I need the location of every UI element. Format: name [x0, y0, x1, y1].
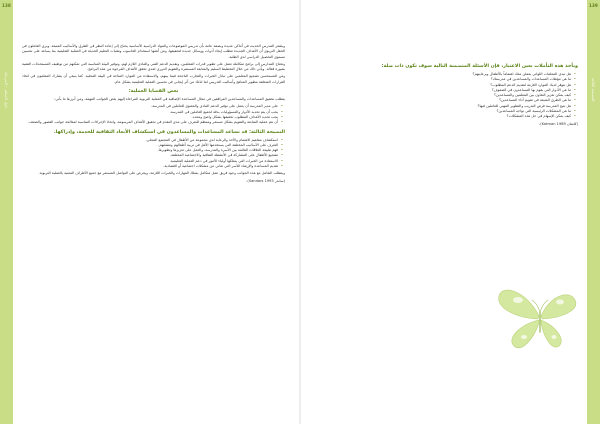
- butterfly-icon: [496, 282, 581, 357]
- list-item: • أن تتم عملية المتابعة والتقويم بشكل مستمر ومنتظم للتعرف على مدى التقدم في تحقيق الأهداف المرسومة، واتخاذ الإجراءات المناسبة لمعالجة جوانب القصور والضعف.: [22, 120, 278, 125]
- list-item: • يجب تحديد الأهداف المطلوب تحقيقها بشكل واضح ومحدد.: [22, 115, 278, 120]
- left-page-content: [22, 44, 285, 186]
- right-page-number: 139: [589, 3, 598, 8]
- citation: (كاتمان Katman 1989).: [539, 121, 578, 126]
- list-item: • كيف يمكن الإسهام في حل هذه المشكلات؟: [315, 114, 571, 119]
- list-item: • هل تتوفر لديك الموارد اللازمة لتقديم الدعم المطلوب؟: [315, 83, 571, 88]
- section-intro: يتطلب تحقيق المساعدات والمساعدين المرافقين في مجال المساعدة الإضافية في العملية التربوية المراعاة إليهم بعض الجوانب المهمة، ومن أبرزها ما يأتي:: [54, 97, 285, 102]
- left-page-number: 138: [2, 3, 11, 8]
- list-item: • ما هي الطرق المتبعة في تقويم أداء المساعدين؟: [315, 98, 571, 103]
- section-heading: النصيحة الثالثة: قد تساعد المساعدات والمساعدون في استكشاف الأبعاد الثقافية للخدمة، وإدراكها.: [53, 129, 285, 135]
- right-side-label: النصيحة الثالثة: [591, 78, 596, 102]
- list-item: • ما هي مؤهلات المساعدات والمساعدين في مدرستك؟: [315, 77, 571, 82]
- list-item: • تشجيع الأطفال على المشاركة في الأنشطة الثقافية والاجتماعية المختلفة.: [22, 153, 278, 158]
- list-item: • هل تبدي المعلمات اللواتي يعملن معك اهتماماً بالأطفال وبرعايتهم؟: [315, 72, 571, 77]
- section2-bullet-list: [22, 138, 285, 170]
- list-item: • هل تتيح المدرسة فرص التدريب والتطوير المهني للعاملين فيها؟: [315, 104, 571, 109]
- list-item: • ما هي المشكلات الرئيسية التي تواجه المساعدين؟: [315, 109, 571, 114]
- citation: (ساندر Sandars 1993).: [246, 178, 285, 183]
- list-item: • الاستفادة من الخبرات التي يمتلكها أولياء الأمور في دعم العملية التعليمية.: [22, 159, 278, 164]
- left-page: [0, 0, 299, 424]
- list-item: • ما هي الأدوار التي يقوم بها المساعدون في الصفوف؟: [315, 88, 571, 93]
- left-side-label: دليل المعلم – المرحلة: [4, 71, 9, 109]
- list-item: • التعرف على الأساليب المختلفة التي يستخدمها الأهل في تربية أطفالهم وتنشئتهم.: [22, 143, 278, 148]
- intro-paragraph: ومن المستحسن تشجيع المعلمين على تبادل الخبرات والتجارب الناجحة فيما بينهم، والاستفادة من الموارد المتاحة في البيئة المحلية. كما ينبغي أن يشارك المعلمون في اتخاذ القرارات المتعلقة بتطوير المناهج وأساليب التدريس لما لذلك من أثر إيجابي في تحسين العملية التعليمية بشكل عام.: [22, 74, 285, 84]
- list-item: • استكشاف مفاهيم الاهتمام والأخذ والرعاية لدى مجموعة من الأطفال في المجتمع المحلي.: [22, 138, 278, 143]
- right-page-content: [315, 60, 578, 129]
- section1-bullet-list: [22, 104, 285, 125]
- questions-list: [315, 72, 578, 120]
- list-item: • تقديم المساعدة والإرشاد للأسر التي تعاني من مشكلات اجتماعية أو اقتصادية.: [22, 164, 278, 169]
- list-item: • يجب أن يتم تحديد الأدوار والمسؤوليات بدقة لجميع العاملين في المدرسة.: [22, 110, 278, 115]
- list-item: • على مدير المدرسة أن يعمل على توفير الدعم المادي والمعنوي للعاملين في المدرسة.: [22, 104, 278, 109]
- intro-paragraph: وتحتاج المدارس إلى برامج متكاملة تعمل على تطوير قدرات المعلمين، وتقديم الدعم الفني والمادي اللازم لهم، وتوفير البيئة المناسبة التي تمكنهم من توظيف المستحدثات التقنية بصورة فعالة. ويأتي ذلك من خلال التخطيط السليم والمتابعة المستمرة والتقويم الدوري لمدى تحقق الأهداف المرجوة من هذه البرامج.: [22, 61, 285, 72]
- section-heading: بعض القضايا العملية:: [128, 89, 179, 95]
- right-page: [301, 0, 600, 424]
- list-item: • كيف يمكن تعزيز التعاون بين المعلمين والمساعدين؟: [315, 93, 571, 98]
- section-heading: وبأخذ هذه التأملات بعين الاعتبار، فإن الأسئلة المتضمنة التالية سوف تكون ذات صلة:: [381, 64, 578, 69]
- section-closing: ويتطلب التعامل مع هذه الجوانب وجود فريق عمل متكامل يمتلك المهارات والخبرات اللازمة، ويحرص على التواصل المستمر مع جميع الأطراف المعنية بالعملية التربوية.: [38, 171, 285, 176]
- list-item: • فهم طبيعة العلاقات القائمة بين الأسرة والمدرسة، والعمل على تعزيزها وتطويرها.: [22, 148, 278, 153]
- intro-paragraph: ويشعر المدرس الحديث في أماكن عديدة وبصفة عامة بأن تدريس الموضوعات والمواد الدراسية الأساسية يحتاج إلى إعادة النظر في الطرق والأساليب المتبعة. ويرى العاملون في الحقل التربوي أن الأهداف الجديدة تتطلب إيجاد أدوات ووسائل جديدة لتحقيقها، ومن أهمها استخدام الحاسوب وتقنيات التعليم الحديثة في العملية التعليمية بما يساعد على تحسين مستوى التحصيل الدراسي لدى الطلبة.: [22, 44, 285, 59]
